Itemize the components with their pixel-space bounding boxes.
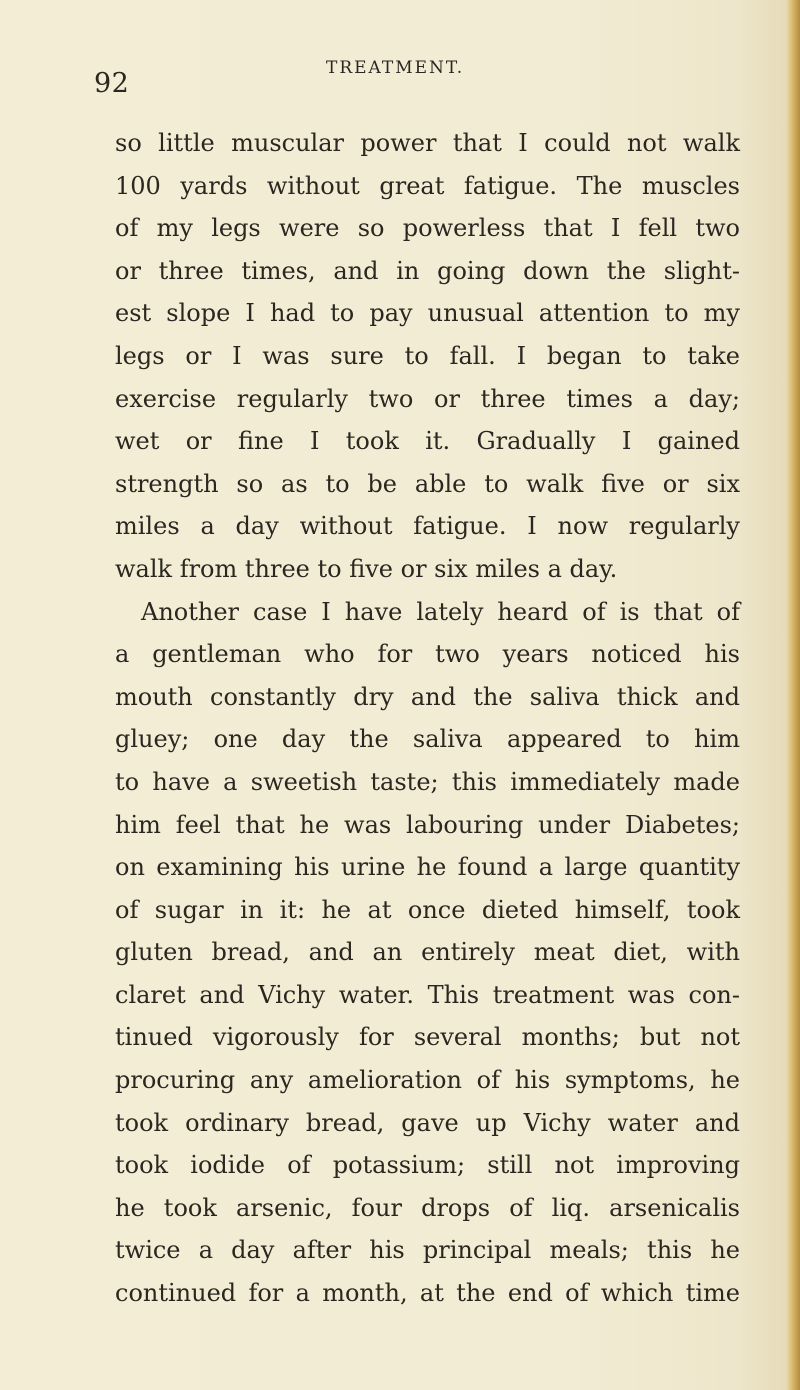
text-line: of my legs were so powerless that I fell two bbox=[115, 214, 740, 243]
body-text bbox=[115, 122, 740, 1315]
running-head: TREATMENT. bbox=[326, 58, 465, 78]
text-line: of sugar in it: he at once dieted himself, took bbox=[115, 895, 740, 924]
text-line: strength so as to be able to walk five or six bbox=[115, 469, 740, 498]
text-line: so little muscular power that I could not walk bbox=[115, 129, 740, 157]
text-line: gluten bread, and an entirely meat diet, with bbox=[115, 938, 740, 967]
text-line: twice a day after his principal meals; this he bbox=[115, 1236, 740, 1265]
text-line: est slope I had to pay unusual attention to my bbox=[115, 299, 740, 328]
page-number: 92 bbox=[94, 68, 130, 99]
text-line: took ordinary bread, gave up Vichy water and bbox=[115, 1108, 740, 1137]
text-line: continued for a month, at the end of which time bbox=[115, 1279, 740, 1308]
text-line: or three times, and in going down the slight- bbox=[115, 256, 740, 285]
text-line: walk from three to five or six miles a day. bbox=[115, 554, 618, 583]
text-line: tinued vigorously for several months; but not bbox=[115, 1023, 740, 1052]
text-line: claret and Vichy water. This treatment was con- bbox=[115, 980, 740, 1009]
text-line: exercise regularly two or three times a day; bbox=[115, 384, 740, 413]
text-line: mouth constantly dry and the saliva thick and bbox=[115, 682, 740, 711]
text-line: a gentleman who for two years noticed his bbox=[115, 640, 740, 669]
text-line: to have a sweetish taste; this immediately made bbox=[115, 767, 740, 796]
text-line: he took arsenic, four drops of liq. arsenicalis bbox=[115, 1193, 740, 1222]
page-edge-shadow bbox=[786, 0, 800, 1390]
text-line: 100 yards without great fatigue. The muscles bbox=[115, 171, 740, 200]
text-line: miles a day without fatigue. I now regularly bbox=[115, 512, 740, 541]
text-line: wet or fine I took it. Gradually I gained bbox=[115, 427, 740, 456]
text-line: him feel that he was labouring under Diabetes; bbox=[115, 810, 740, 839]
text-line: Another case I have lately heard of is that of bbox=[141, 597, 740, 626]
text-line: on examining his urine he found a large quantity bbox=[115, 853, 740, 882]
text-line: took iodide of potassium; still not improving bbox=[115, 1151, 740, 1180]
text-line: gluey; one day the saliva appeared to him bbox=[115, 725, 740, 754]
text-line: legs or I was sure to fall. I began to take bbox=[115, 341, 740, 370]
text-line: procuring any amelioration of his symptoms, he bbox=[115, 1066, 740, 1095]
